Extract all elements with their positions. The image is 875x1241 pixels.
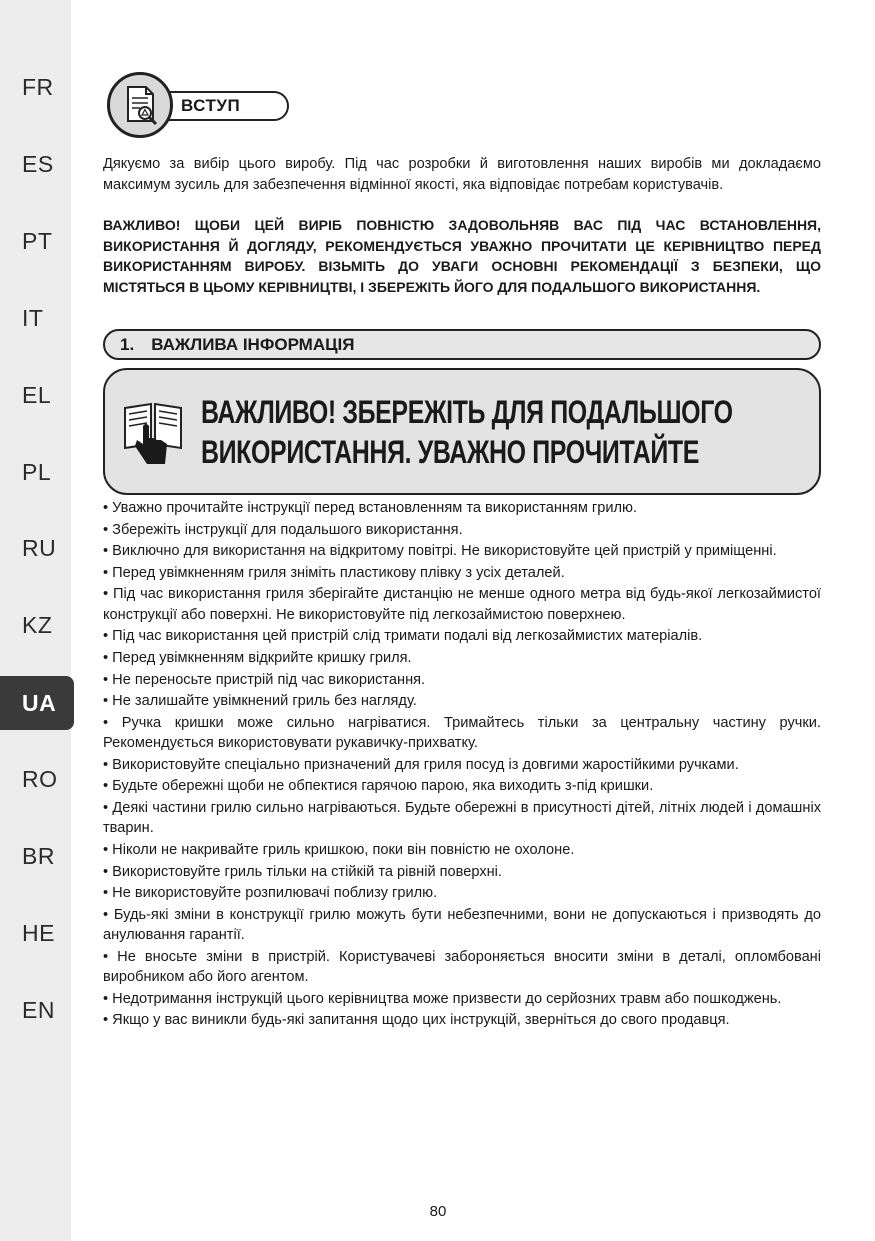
intro-title: ВСТУП (153, 91, 289, 121)
list-item: • Збережіть інструкції для подальшого використання. (103, 520, 821, 540)
list-item: • Під час використання цей пристрій слід тримати подалі від легкозаймистих матеріалів. (103, 626, 821, 646)
lang-tab-fr[interactable]: FR (22, 73, 54, 100)
lang-tab-es[interactable]: ES (22, 150, 54, 177)
section-number: 1. (120, 334, 135, 354)
language-sidebar (0, 0, 71, 1241)
list-item: • Будь-які зміни в конструкції грилю можуть бути небезпечними, вони не допускаються і призводять до анулювання гарантії. (103, 905, 821, 946)
lang-tab-el[interactable]: EL (22, 381, 52, 408)
warning-line-1: ВАЖЛИВО! ЗБЕРЕЖІТЬ ДЛЯ ПОДАЛЬШОГО (201, 394, 733, 430)
list-item: • Будьте обережні щоби не обпектися гарячою парою, яка виходить з-під кришки. (103, 776, 821, 796)
lang-tab-he[interactable]: HE (22, 919, 55, 946)
list-item: • Перед увімкненням відкрийте кришку гриля. (103, 648, 821, 668)
intro-header (107, 72, 297, 138)
lang-tab-br[interactable]: BR (22, 842, 55, 869)
lang-tab-pl[interactable]: PL (22, 458, 52, 485)
document-magnifier-icon (107, 72, 173, 138)
lang-tab-pt[interactable]: PT (22, 227, 53, 254)
list-item: • Недотримання інструкцій цього керівництва може призвести до серйозних травм або пошкоджень. (103, 989, 821, 1009)
list-item: • Під час використання гриля зберігайте дистанцію не менше одного метра від будь-якої легкозаймистої конструкції або поверхні. Не використовуйте під легкозаймистою поверхнею. (103, 584, 821, 625)
lang-tab-ro[interactable]: RO (22, 765, 58, 792)
lang-tab-ua[interactable]: UA (0, 676, 74, 730)
list-item: • Використовуйте гриль тільки на стійкій та рівній поверхні. (103, 862, 821, 882)
list-item: • Ручка кришки може сильно нагріватися. Тримайтесь тільки за центральну частину ручки. Рекомендується використовувати рукавичку-прихватку. (103, 713, 821, 754)
warning-text (201, 392, 733, 472)
warning-line-2: ВИКОРИСТАННЯ. УВАЖНО ПРОЧИТАЙТЕ (201, 434, 700, 470)
safety-instructions-list (103, 498, 821, 1032)
intro-paragraph: Дякуємо за вибір цього виробу. Під час розробки й виготовлення наших виробів ми докладаємо максимум зусиль для забезпечення відмінної якості, яка відповідає потребам користувачів. (103, 156, 821, 193)
page-number: 80 (429, 1203, 447, 1220)
list-item: • Якщо у вас виникли будь-які запитання щодо цих інструкцій, зверніться до свого продавця. (103, 1010, 821, 1030)
warning-box (103, 368, 821, 495)
lang-tab-it[interactable]: IT (22, 304, 44, 331)
section-heading (103, 329, 821, 360)
list-item: • Використовуйте спеціально призначений для гриля посуд із довгими жаростійкими ручками. (103, 755, 821, 775)
list-item: • Ніколи не накривайте гриль кришкою, поки він повністю не охолоне. (103, 840, 821, 860)
lang-tab-ru[interactable]: RU (22, 534, 57, 561)
lang-tab-en[interactable]: EN (22, 996, 55, 1023)
list-item: • Уважно прочитайте інструкції перед встановленням та використанням грилю. (103, 498, 821, 518)
lang-tab-kz[interactable]: KZ (22, 611, 53, 638)
intro-important-notice: ВАЖЛИВО! ЩОБИ ЦЕЙ ВИРІБ ПОВНІСТЮ ЗАДОВОЛЬНЯВ ВАС ПІД ЧАС ВСТАНОВЛЕННЯ, ВИКОРИСТАННЯ Й ДОГЛЯДУ, РЕКОМЕНДУЄТЬСЯ УВАЖНО ПРОЧИТАТИ ЦЕ КЕРІВНИЦТВО ПЕРЕД ВИКОРИСТАННЯМ ВИРОБУ. ВІЗЬМІТЬ ДО УВАГИ ОСНОВНІ РЕКОМЕНДАЦІЇ З БЕЗПЕКИ, ЩО МІСТЯТЬСЯ В ЦЬОМУ КЕРІВНИЦТВІ, І ЗБЕРЕЖІТЬ ЙОГО ДЛЯ ПОДАЛЬШОГО ВИКОРИСТАННЯ. (103, 217, 821, 295)
list-item: • Не вносьте зміни в пристрій. Користувачеві забороняється вносити зміни в деталі, опломбовані виробником або його агентом. (103, 947, 821, 988)
list-item: • Виключно для використання на відкритому повітрі. Не використовуйте цей пристрій у приміщенні. (103, 541, 821, 561)
list-item: • Не використовуйте розпилювачі поблизу грилю. (103, 883, 821, 903)
list-item: • Перед увімкненням гриля зніміть пластикову плівку з усіх деталей. (103, 563, 821, 583)
list-item: • Деякі частини грилю сильно нагріваються. Будьте обережні в присутності дітей, літніх людей і домашніх тварин. (103, 798, 821, 839)
reading-manual-icon (121, 400, 185, 466)
list-item: • Не залишайте увімкнений гриль без нагляду. (103, 691, 821, 711)
list-item: • Не переносьте пристрій під час використання. (103, 670, 821, 690)
section-title: ВАЖЛИВА ІНФОРМАЦІЯ (151, 334, 355, 354)
